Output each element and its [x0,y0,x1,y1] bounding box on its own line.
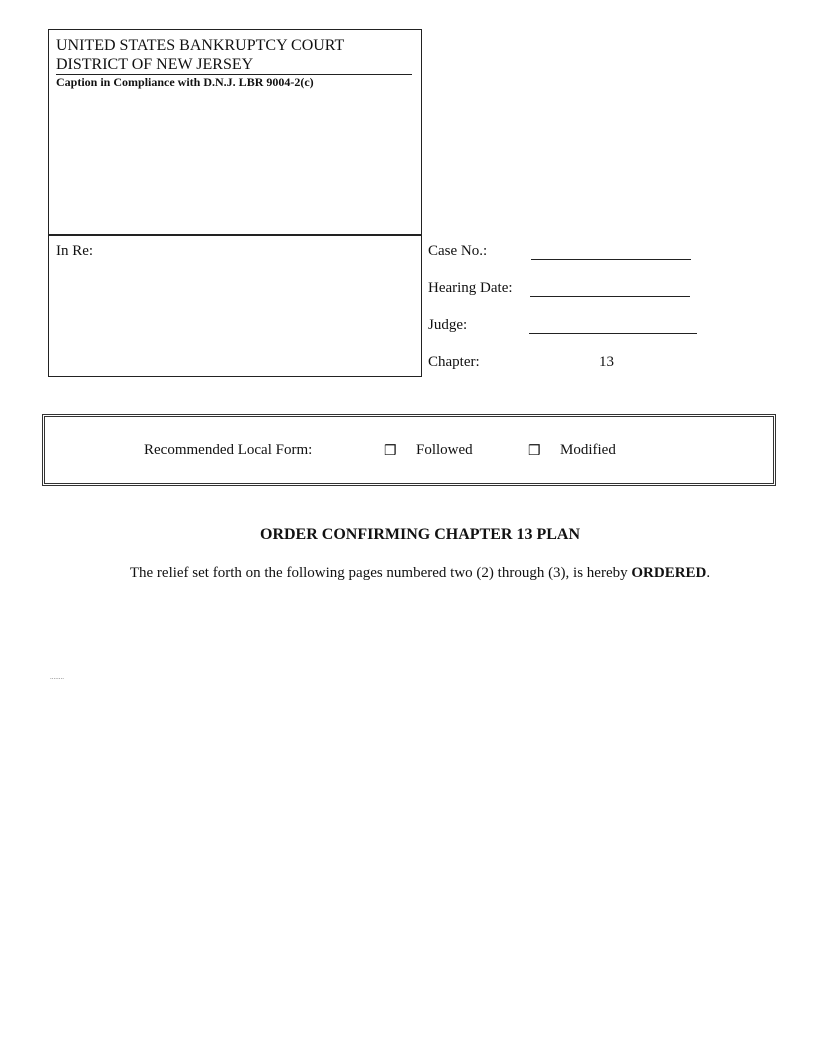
case-no-label: Case No.: [428,243,488,259]
modified-checkbox[interactable]: ❒ [528,444,541,459]
judge-field[interactable] [529,333,697,334]
hearing-date-field[interactable] [530,296,690,297]
caption-compliance: Caption in Compliance with D.N.J. LBR 9004-2(c) [56,75,314,89]
order-text-end: . [706,565,711,581]
chapter-label: Chapter: [428,354,480,370]
court-name: UNITED STATES BANKRUPTCY COURT [56,37,345,54]
followed-checkbox[interactable]: ❒ [384,444,397,459]
dotted-marker: ........ [50,673,64,681]
chapter-value: 13 [599,354,614,370]
hearing-date-label: Hearing Date: [428,280,513,296]
district-name: DISTRICT OF NEW JERSEY [56,56,254,73]
order-title: ORDER CONFIRMING CHAPTER 13 PLAN [260,526,580,543]
in-re-label: In Re: [56,243,94,259]
in-re-box [48,234,422,377]
order-text-main: The relief set forth on the following pages numbered two (2) through (3), is hereby [129,565,632,581]
judge-label: Judge: [428,317,468,333]
order-text-bold: ORDERED [631,565,707,581]
order-text [0,565,816,582]
case-no-field[interactable] [531,259,691,260]
local-form-label: Recommended Local Form: [144,442,313,458]
followed-label: Followed [416,442,473,458]
modified-label: Modified [560,442,616,458]
